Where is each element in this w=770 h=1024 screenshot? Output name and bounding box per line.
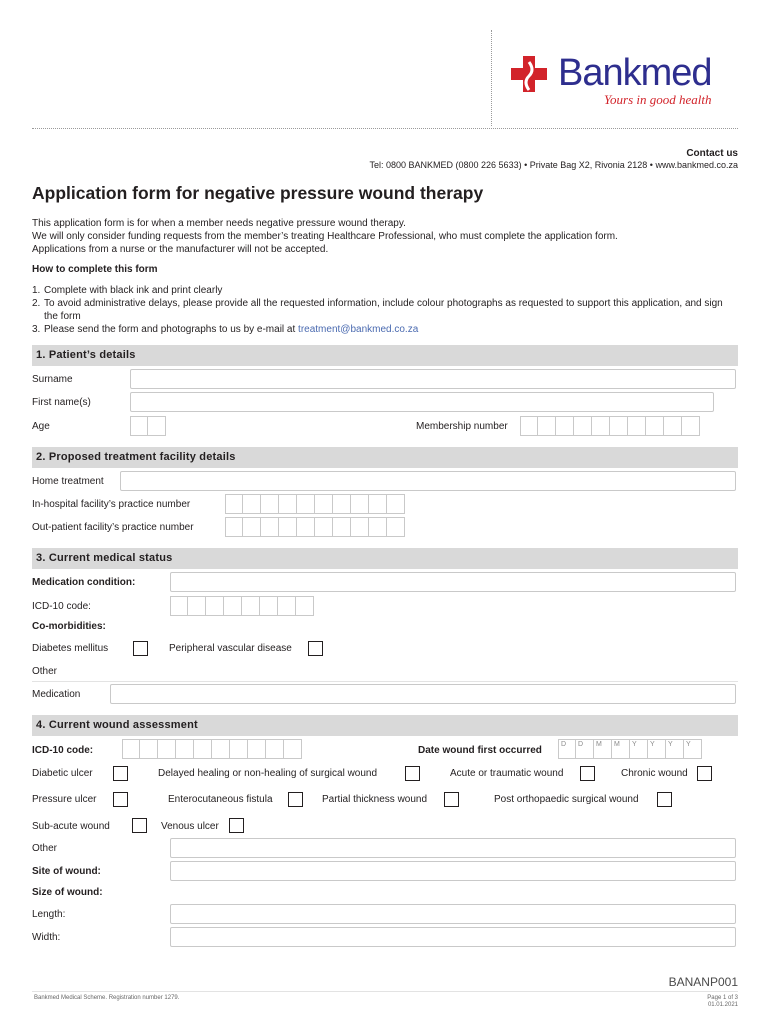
medication-condition-field[interactable] — [170, 572, 736, 592]
subacute-checkbox[interactable] — [132, 818, 147, 833]
wound-other-field[interactable] — [170, 838, 736, 858]
delayed-healing-label: Delayed healing or non-healing of surgical wound — [158, 768, 378, 779]
surname-label: Surname — [32, 374, 73, 385]
first-names-field[interactable] — [130, 392, 714, 412]
icd-char-box[interactable] — [224, 596, 242, 616]
form-code: BANANP001 — [668, 975, 738, 989]
enterocutaneous-checkbox[interactable] — [288, 792, 303, 807]
page-info — [707, 995, 738, 1009]
intro-line: This application form is for when a member needs negative pressure wound therapy. — [32, 218, 406, 229]
practice-digit-box[interactable] — [315, 517, 333, 537]
wound-icd10-boxes[interactable] — [122, 739, 302, 759]
subacute-label: Sub-acute wound — [32, 821, 110, 832]
howto-steps — [32, 284, 732, 336]
section-3-header: 3. Current medical status — [32, 548, 738, 569]
date-box-d2[interactable]: D — [576, 739, 594, 759]
section-4-header: 4. Current wound assessment — [32, 715, 738, 736]
outpatient-label: Out-patient facility’s practice number — [32, 522, 194, 533]
site-of-wound-label: Site of wound: — [32, 866, 101, 877]
howto-heading: How to complete this form — [32, 264, 158, 275]
howto-step: 1. Complete with black ink and print clearly — [32, 285, 223, 296]
contact-details: Tel: 0800 BANKMED (0800 226 5633) • Private Bag X2, Rivonia 2128 • www.bankmed.co.za — [369, 160, 738, 170]
acute-wound-checkbox[interactable] — [580, 766, 595, 781]
practice-digit-box[interactable] — [243, 494, 261, 514]
bankmed-cross-logo-icon — [507, 54, 551, 98]
medication-field[interactable] — [110, 684, 736, 704]
chronic-wound-label: Chronic wound — [621, 768, 688, 779]
practice-digit-box[interactable] — [333, 494, 351, 514]
practice-digit-box[interactable] — [387, 517, 405, 537]
date-boxes[interactable] — [558, 739, 702, 759]
icd-char-box[interactable] — [170, 596, 188, 616]
membership-digit-box[interactable] — [574, 416, 592, 436]
intro-text — [32, 217, 618, 256]
brand-name: Bankmed — [558, 52, 712, 94]
home-treatment-field[interactable] — [120, 471, 736, 491]
brand-tagline: Yours in good health — [604, 92, 712, 107]
practice-digit-box[interactable] — [279, 517, 297, 537]
other-label: Other — [32, 666, 58, 677]
practice-digit-box[interactable] — [351, 494, 369, 514]
delayed-healing-checkbox[interactable] — [405, 766, 420, 781]
icd-char-box[interactable] — [260, 596, 278, 616]
icd-char-box[interactable] — [296, 596, 314, 616]
practice-digit-box[interactable] — [369, 494, 387, 514]
membership-digit-box[interactable] — [682, 416, 700, 436]
enterocutaneous-label: Enterocutaneous fistula — [168, 794, 273, 805]
membership-digit-box[interactable] — [610, 416, 628, 436]
width-label: Width: — [32, 932, 61, 943]
partial-thickness-checkbox[interactable] — [444, 792, 459, 807]
date-box-m2[interactable]: M — [612, 739, 630, 759]
outpatient-practice-boxes[interactable] — [225, 517, 405, 537]
icd-char-box[interactable] — [176, 739, 194, 759]
header-divider-vertical — [491, 30, 492, 126]
practice-digit-box[interactable] — [261, 494, 279, 514]
inhospital-label: In-hospital facility’s practice number — [32, 499, 191, 510]
icd10-boxes[interactable] — [170, 596, 314, 616]
surname-field[interactable] — [130, 369, 736, 389]
icd-char-box[interactable] — [140, 739, 158, 759]
site-of-wound-field[interactable] — [170, 861, 736, 881]
practice-digit-box[interactable] — [225, 494, 243, 514]
practice-digit-box[interactable] — [333, 517, 351, 537]
practice-digit-box[interactable] — [351, 517, 369, 537]
icd-char-box[interactable] — [284, 739, 302, 759]
icd-char-box[interactable] — [188, 596, 206, 616]
pvd-checkbox[interactable] — [308, 641, 323, 656]
medication-condition-label: Medication condition: — [32, 577, 136, 588]
practice-digit-box[interactable] — [243, 517, 261, 537]
other-rule — [32, 681, 738, 682]
venous-ulcer-checkbox[interactable] — [229, 818, 244, 833]
registration-text: Bankmed Medical Scheme. Registration number 1279. — [34, 995, 180, 1001]
diabetes-checkbox[interactable] — [133, 641, 148, 656]
age-boxes[interactable] — [130, 416, 166, 436]
date-box-y2[interactable]: Y — [648, 739, 666, 759]
membership-digit-box[interactable] — [628, 416, 646, 436]
practice-digit-box[interactable] — [297, 494, 315, 514]
comorbidities-label: Co-morbidities: — [32, 621, 106, 632]
icd-char-box[interactable] — [194, 739, 212, 759]
footer-rule — [32, 991, 738, 992]
age-digit-box[interactable] — [130, 416, 148, 436]
howto-step: 2. To avoid administrative delays, please provide all the requested information, include colour photographs as requested to support this application, and sign the form — [32, 298, 723, 322]
home-treatment-label: Home treatment — [32, 476, 104, 487]
intro-line: Applications from a nurse or the manufacturer will not be accepted. — [32, 244, 329, 255]
post-ortho-checkbox[interactable] — [657, 792, 672, 807]
date-first-occurred-label: Date wound first occurred — [418, 745, 542, 756]
practice-digit-box[interactable] — [297, 517, 315, 537]
diabetic-ulcer-checkbox[interactable] — [113, 766, 128, 781]
membership-number-boxes[interactable] — [520, 416, 700, 436]
icd-char-box[interactable] — [248, 739, 266, 759]
icd-char-box[interactable] — [212, 739, 230, 759]
membership-digit-box[interactable] — [520, 416, 538, 436]
pressure-ulcer-checkbox[interactable] — [113, 792, 128, 807]
pvd-label: Peripheral vascular disease — [169, 643, 292, 654]
size-of-wound-label: Size of wound: — [32, 887, 103, 898]
inhospital-practice-boxes[interactable] — [225, 494, 405, 514]
date-box-m1[interactable]: M — [594, 739, 612, 759]
contact-title: Contact us — [686, 148, 738, 159]
form-date: 01.01.2021 — [707, 1002, 738, 1008]
diabetes-label: Diabetes mellitus — [32, 643, 109, 654]
first-names-label: First name(s) — [32, 397, 91, 408]
age-digit-box[interactable] — [148, 416, 166, 436]
practice-digit-box[interactable] — [387, 494, 405, 514]
header-divider-horizontal — [32, 128, 738, 129]
age-label: Age — [32, 421, 50, 432]
icd-char-box[interactable] — [206, 596, 224, 616]
width-field[interactable] — [170, 927, 736, 947]
icd-char-box[interactable] — [266, 739, 284, 759]
howto-step: 3. Please send the form and photographs to us by e-mail at treatment@bankmed.co.za — [32, 324, 419, 335]
icd-char-box[interactable] — [278, 596, 296, 616]
practice-digit-box[interactable] — [369, 517, 387, 537]
icd-char-box[interactable] — [122, 739, 140, 759]
practice-digit-box[interactable] — [261, 517, 279, 537]
membership-label: Membership number — [416, 421, 508, 432]
practice-digit-box[interactable] — [225, 517, 243, 537]
date-box-y4[interactable]: Y — [684, 739, 702, 759]
intro-line: We will only consider funding requests from the member’s treating Healthcare Professional, who must complete the application form. — [32, 231, 618, 242]
membership-digit-box[interactable] — [664, 416, 682, 436]
section-1-header: 1. Patient’s details — [32, 345, 738, 366]
wound-other-label: Other — [32, 843, 58, 854]
acute-wound-label: Acute or traumatic wound — [450, 768, 564, 779]
venous-ulcer-label: Venous ulcer — [161, 821, 219, 832]
date-box-d1[interactable]: D — [558, 739, 576, 759]
wound-icd10-label: ICD-10 code: — [32, 745, 94, 756]
diabetic-ulcer-label: Diabetic ulcer — [32, 768, 93, 779]
length-field[interactable] — [170, 904, 736, 924]
page-number: Page 1 of 3 — [707, 995, 738, 1001]
icd10-label: ICD-10 code: — [32, 601, 91, 612]
icd-char-box[interactable] — [230, 739, 248, 759]
medication-label: Medication — [32, 689, 81, 700]
membership-digit-box[interactable] — [538, 416, 556, 436]
post-ortho-label: Post orthopaedic surgical wound — [494, 794, 639, 805]
section-2-header: 2. Proposed treatment facility details — [32, 447, 738, 468]
date-box-y1[interactable]: Y — [630, 739, 648, 759]
practice-digit-box[interactable] — [315, 494, 333, 514]
partial-thickness-label: Partial thickness wound — [322, 794, 428, 805]
date-box-y3[interactable]: Y — [666, 739, 684, 759]
icd-char-box[interactable] — [242, 596, 260, 616]
membership-digit-box[interactable] — [592, 416, 610, 436]
email-link[interactable]: treatment@bankmed.co.za — [298, 324, 419, 335]
membership-digit-box[interactable] — [556, 416, 574, 436]
membership-digit-box[interactable] — [646, 416, 664, 436]
icd-char-box[interactable] — [158, 739, 176, 759]
pressure-ulcer-label: Pressure ulcer — [32, 794, 97, 805]
page-title: Application form for negative pressure wound therapy — [32, 183, 484, 203]
length-label: Length: — [32, 909, 66, 920]
chronic-wound-checkbox[interactable] — [697, 766, 712, 781]
practice-digit-box[interactable] — [279, 494, 297, 514]
